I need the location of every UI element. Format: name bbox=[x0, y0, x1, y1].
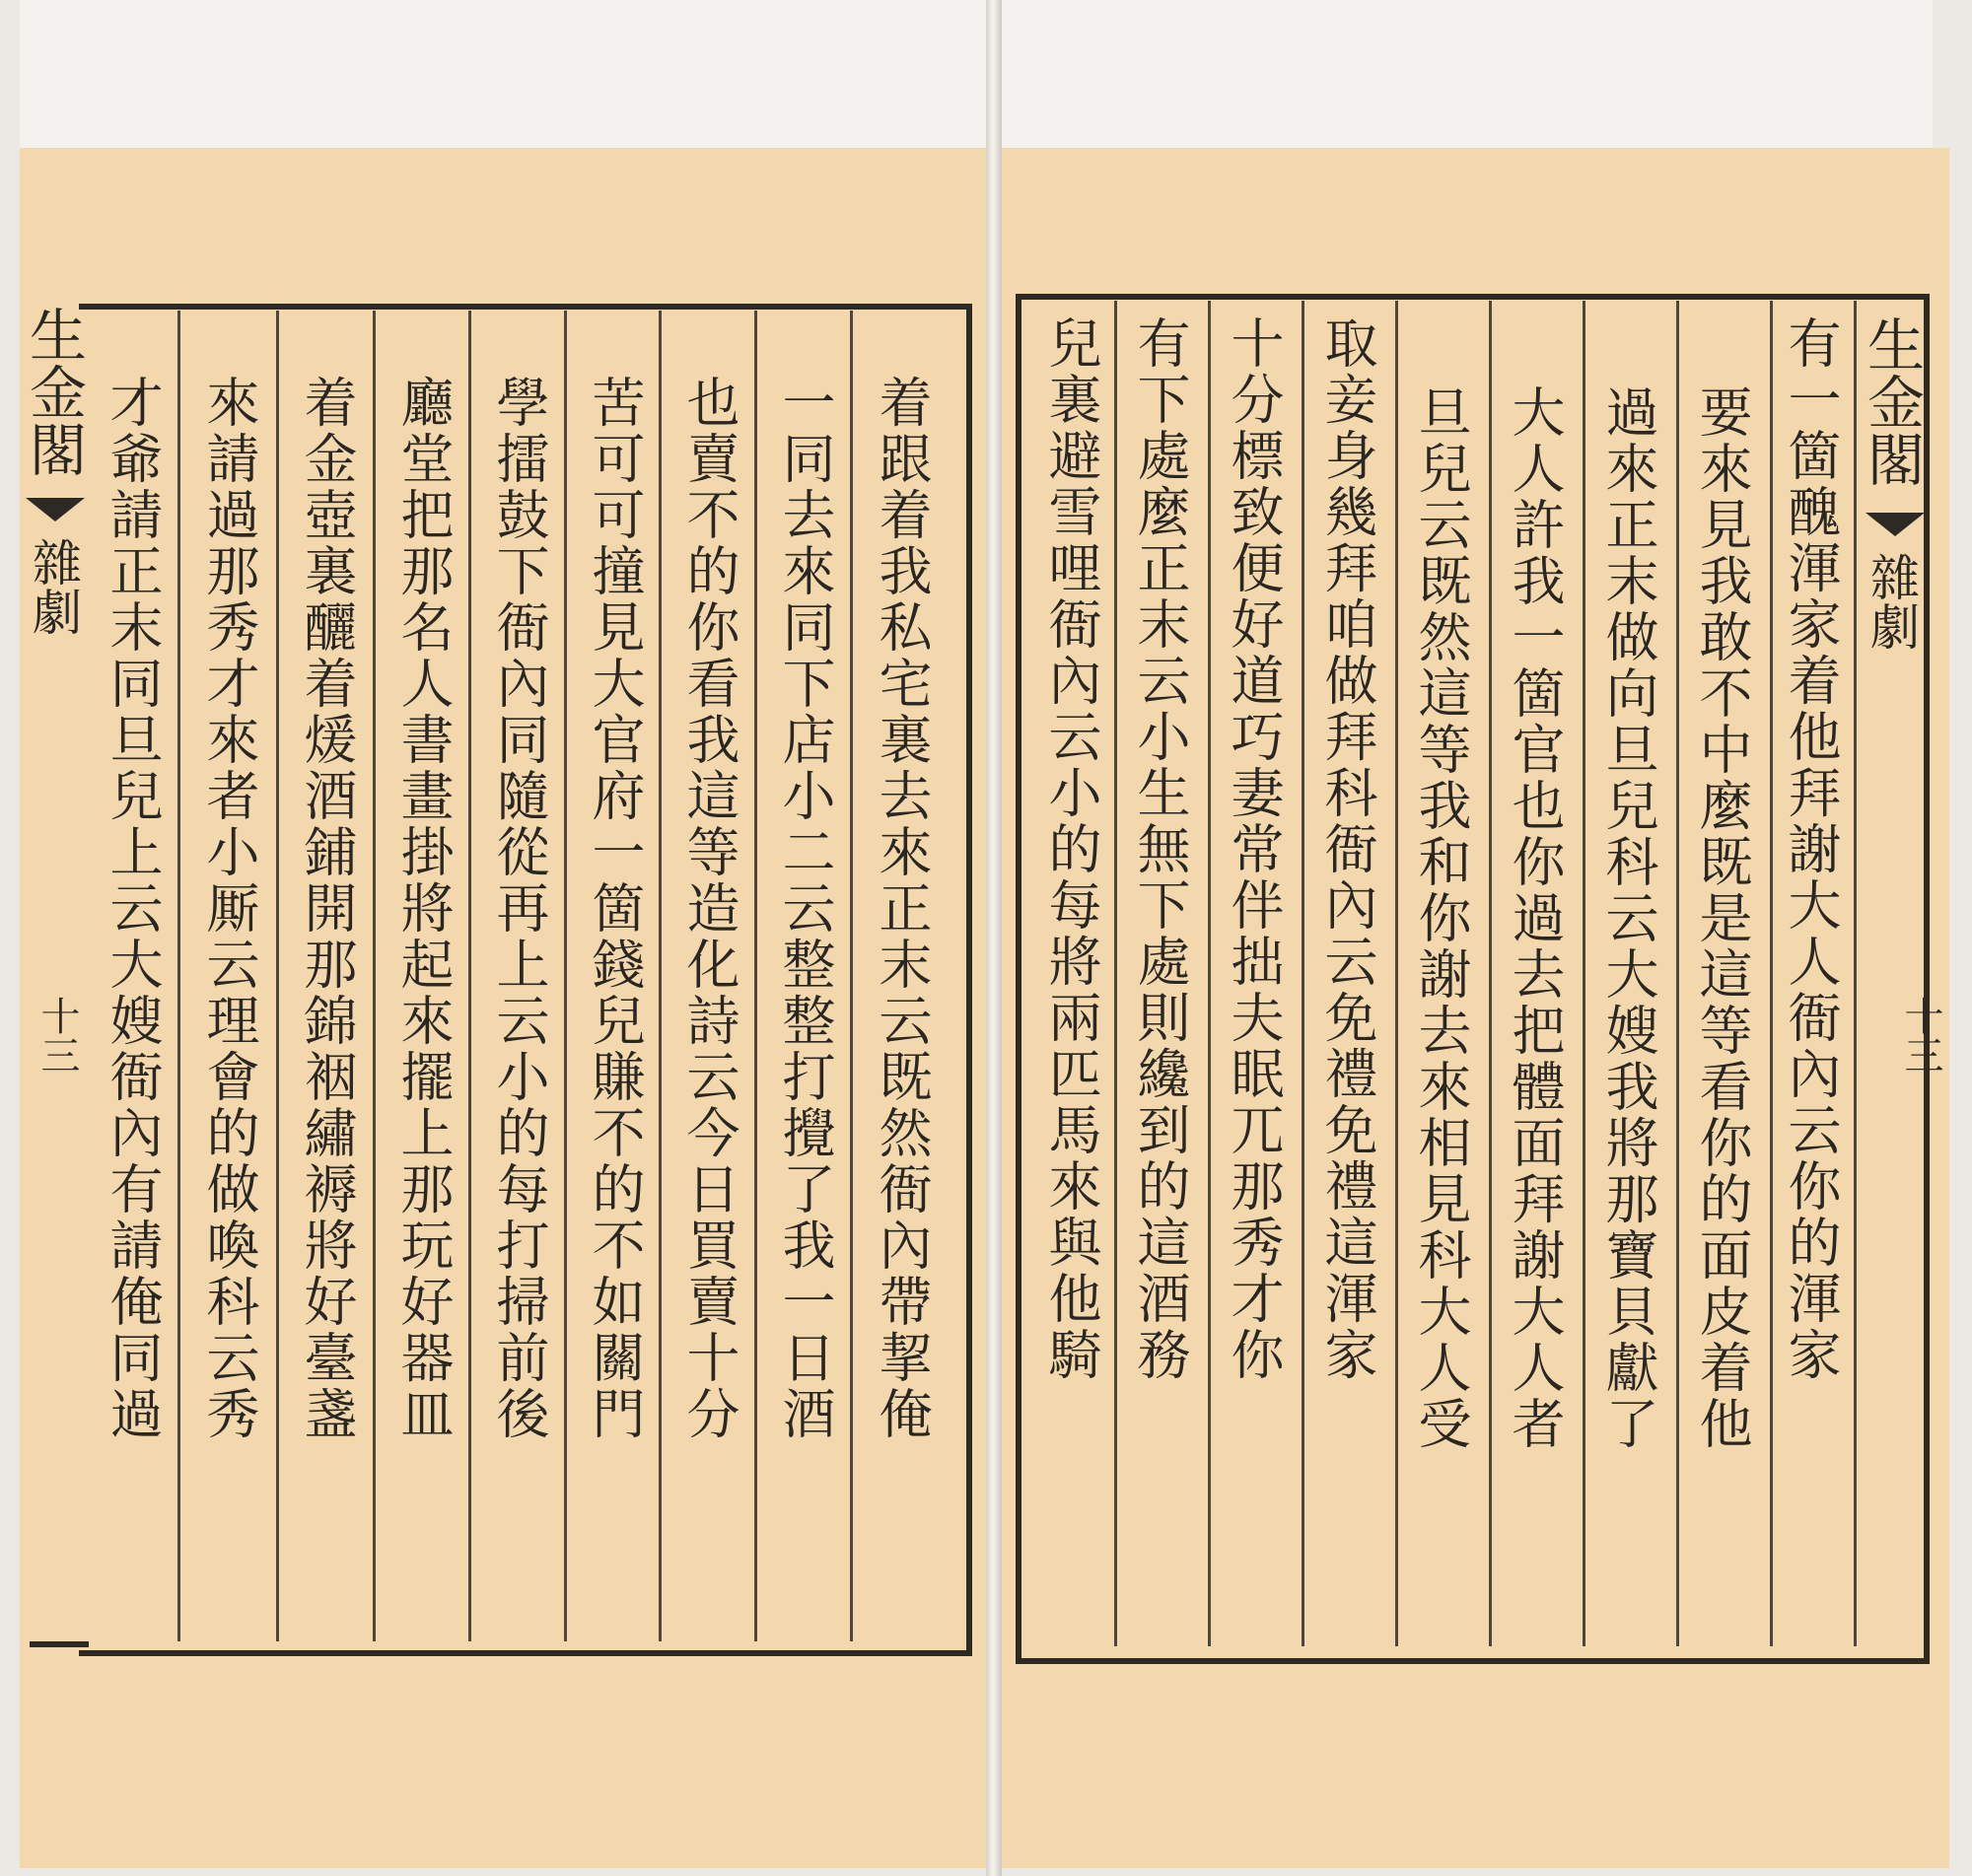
right-column-4: 大人許我一箇官也你過去把體面拜謝大人者 bbox=[1504, 384, 1566, 1452]
column-rule bbox=[373, 311, 376, 1641]
right-banxin-title: 生金閣 bbox=[1858, 315, 1925, 487]
column-rule bbox=[754, 311, 757, 1641]
right-column-6: 取妾身幾拜咱做拜科衙內云免禮免禮這渾家 bbox=[1316, 315, 1378, 1383]
right-column-1: 有一箇醜渾家着他拜謝大人衙內云你的渾家 bbox=[1780, 315, 1842, 1383]
column-rule bbox=[276, 311, 279, 1641]
right-column-8: 有下處麼正末云小生無下處則纔到的這酒務 bbox=[1129, 315, 1191, 1383]
column-rule bbox=[564, 311, 567, 1641]
left-banxin-section: 雜劇 bbox=[25, 537, 82, 636]
left-column-9: 才爺請正末同旦兒上云大嫂衙內有請俺同過 bbox=[102, 375, 164, 1442]
left-column-2: 一同去來同下店小二云整整打攪了我一日酒 bbox=[774, 375, 836, 1442]
left-banxin-title: 生金閣 bbox=[20, 306, 87, 477]
left-column-7: 着金壺裏釃着煖酒鋪開那錦裀繡褥將好臺盞 bbox=[296, 375, 358, 1442]
left-folio-number: 十三 bbox=[35, 996, 80, 1075]
right-column-2: 要來見我敢不中麼既是這等看你的面皮着他 bbox=[1691, 384, 1753, 1452]
column-rule bbox=[850, 311, 853, 1641]
fishtail-mark bbox=[1866, 513, 1925, 536]
left-column-4: 苦可可撞見大官府一箇錢兒賺不的不如關門 bbox=[584, 375, 646, 1442]
book-gutter bbox=[986, 0, 1002, 1876]
right-column-5: 旦兒云既然這等我和你謝去來相見科大人受 bbox=[1410, 384, 1472, 1452]
left-column-1: 着跟着我私宅裏去來正末云既然衙內帶挈俺 bbox=[871, 375, 933, 1442]
right-folio-number: 十三 bbox=[1898, 996, 1943, 1075]
left-column-3: 也賣不的你看我這等造化詩云今日買賣十分 bbox=[678, 375, 740, 1442]
left-column-5: 學擂鼓下衙內同隨從再上云小的每打掃前後 bbox=[488, 375, 550, 1442]
right-column-7: 十分標致便好道巧妻常伴拙夫眠兀那秀才你 bbox=[1223, 315, 1285, 1383]
column-rule bbox=[177, 311, 180, 1641]
right-page-top-margin bbox=[1002, 0, 1933, 148]
left-column-8: 來請過那秀才來者小厮云理會的做喚科云秀 bbox=[198, 375, 260, 1442]
right-column-9: 兒裏避雪哩衙內云小的每將兩匹馬來與他騎 bbox=[1040, 315, 1102, 1383]
fishtail-mark bbox=[26, 498, 85, 521]
right-column-3: 過來正末做向旦兒科云大嫂我將那寶貝獻了 bbox=[1597, 384, 1659, 1452]
left-page-bottom-rule bbox=[30, 1641, 89, 1647]
right-banxin-section: 雜劇 bbox=[1863, 552, 1920, 651]
left-column-6: 廳堂把那名人書畫掛將起來擺上那玩好器皿 bbox=[392, 375, 455, 1442]
left-page-top-margin bbox=[20, 0, 986, 148]
column-rule bbox=[468, 311, 471, 1641]
